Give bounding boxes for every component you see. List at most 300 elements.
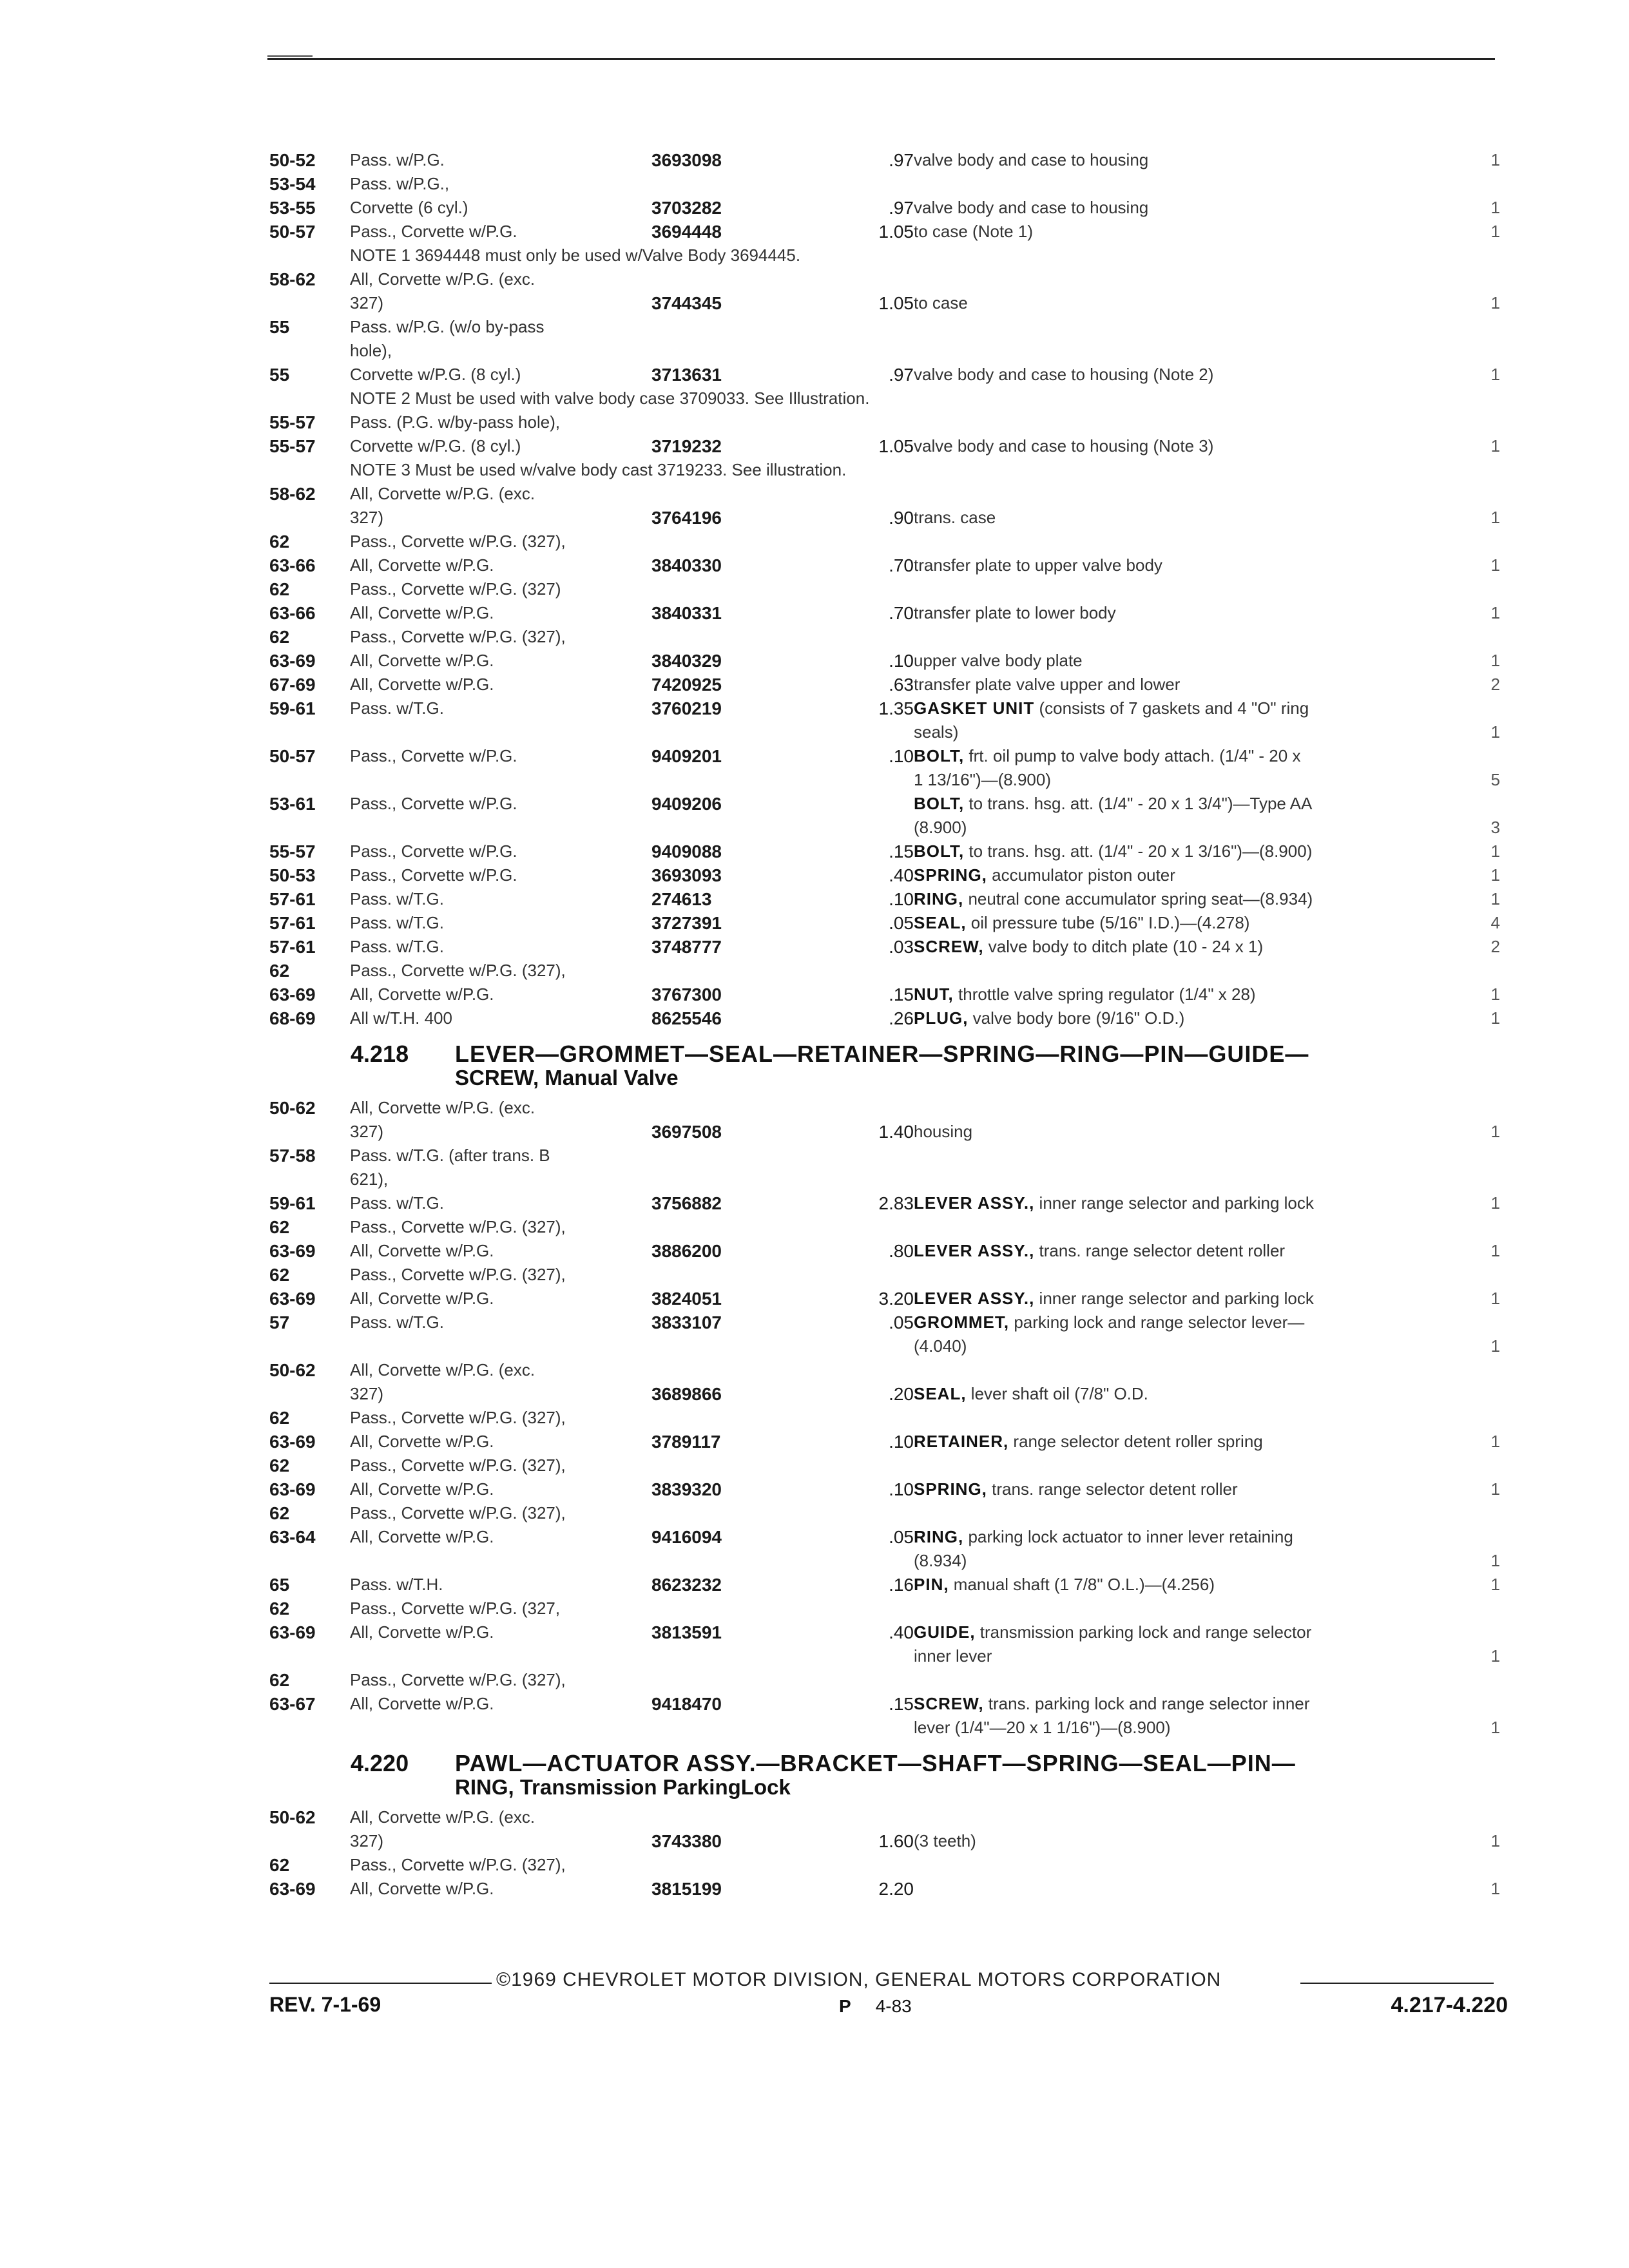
model-years: 62: [269, 1265, 290, 1285]
price: 1.05: [878, 436, 914, 456]
table-row: [269, 1829, 1500, 1853]
price: 2.83: [878, 1193, 914, 1213]
price: .10: [889, 889, 914, 909]
application: Pass., Corvette w/P.G. (327,: [350, 1599, 561, 1618]
table-row: [269, 792, 1500, 816]
description-text: trans. range selector detent roller: [987, 1479, 1238, 1499]
description: [914, 601, 1116, 625]
parts-list-4-220: [269, 1805, 1500, 1901]
table-row: [269, 768, 1500, 792]
quantity: 1: [1490, 365, 1500, 384]
description-text: to trans. hsg. att. (1/4" - 20 x 1 3/4")—Type AA: [964, 794, 1313, 813]
description-text: trans. range selector detent roller: [1034, 1241, 1286, 1260]
part-name: BOLT,: [914, 746, 965, 765]
description: [914, 1120, 972, 1144]
model-years: 63-64: [269, 1527, 316, 1547]
description: [914, 1692, 1309, 1716]
part-number: 3760219: [651, 698, 722, 718]
application: All, Corvette w/P.G. (exc.: [350, 269, 535, 289]
price: .70: [889, 555, 914, 575]
model-years: 53-54: [269, 174, 316, 194]
application: All, Corvette w/P.G.: [350, 1241, 494, 1260]
model-years: 63-69: [269, 985, 316, 1004]
model-years: 62: [269, 1855, 290, 1875]
table-row: [269, 482, 1500, 506]
application: Pass., Corvette w/P.G.: [350, 222, 517, 241]
application: Pass., Corvette w/P.G. (327): [350, 579, 561, 599]
application: Corvette (6 cyl.): [350, 198, 468, 217]
price: .63: [889, 675, 914, 695]
description: [914, 1620, 1311, 1644]
application: Corvette w/P.G. (8 cyl.): [350, 365, 521, 384]
note-text: NOTE 2 Must be used with valve body case 3709033. See Illustration.: [350, 389, 870, 408]
part-number: 3840330: [651, 555, 722, 575]
description: [914, 649, 1083, 673]
description: [914, 1644, 992, 1668]
model-years: 63-66: [269, 555, 316, 575]
price: .10: [889, 1479, 914, 1499]
part-name: SEAL,: [914, 913, 967, 932]
model-years: 63-66: [269, 603, 316, 623]
model-years: 57-61: [269, 913, 316, 933]
application: Corvette w/P.G. (8 cyl.): [350, 436, 521, 456]
table-row: [269, 244, 1500, 267]
part-name: PIN,: [914, 1575, 949, 1594]
description-text: (8.900): [914, 818, 967, 837]
application: 621),: [350, 1169, 389, 1189]
footer-rule-right: [1300, 1983, 1494, 1984]
table-row: [269, 1430, 1500, 1454]
description: [914, 1311, 1304, 1334]
application: All, Corvette w/P.G. (exc.: [350, 1098, 535, 1117]
description: [914, 196, 1148, 220]
table-row: [269, 1620, 1500, 1644]
quantity: 1: [1490, 722, 1500, 742]
quantity: 1: [1490, 1646, 1500, 1666]
price: .80: [889, 1241, 914, 1261]
description: [914, 506, 996, 530]
application: All, Corvette w/P.G.: [350, 1694, 494, 1713]
part-number: 3767300: [651, 985, 722, 1004]
description-text: trans. parking lock and range selector inner: [983, 1694, 1310, 1713]
model-years: 57-58: [269, 1146, 316, 1166]
model-years: 63-69: [269, 1289, 316, 1309]
quantity: 1: [1490, 555, 1500, 575]
quantity: 3: [1490, 818, 1500, 837]
application: All, Corvette w/P.G.: [350, 1622, 494, 1642]
description-text: parking lock actuator to inner lever retaining: [963, 1527, 1293, 1546]
table-row: [269, 1454, 1500, 1477]
part-number: 3748777: [651, 937, 722, 957]
part-number: 3693098: [651, 150, 722, 170]
table-row: [269, 148, 1500, 172]
table-row: [269, 625, 1500, 649]
description: [914, 744, 1300, 768]
quantity: 1: [1490, 889, 1500, 908]
description: [914, 673, 1180, 697]
note-text: NOTE 1 3694448 must only be used w/Valve Body 3694445.: [350, 245, 801, 265]
description-text: upper valve body plate: [914, 651, 1083, 670]
top-rule: [267, 58, 1495, 60]
application: Pass., Corvette w/P.G.: [350, 746, 517, 765]
description: [914, 1525, 1293, 1549]
model-years: 62: [269, 961, 290, 981]
description-text: valve body and case to housing: [914, 150, 1149, 169]
table-row: [269, 744, 1500, 768]
table-row: [269, 959, 1500, 983]
price: .40: [889, 1622, 914, 1642]
price: 1.60: [878, 1831, 914, 1851]
model-years: 50-57: [269, 746, 316, 766]
part-name: RING,: [914, 1527, 964, 1546]
description: [914, 1006, 1184, 1030]
part-number: 9409206: [651, 794, 722, 814]
description-text: transmission parking lock and range selector: [975, 1622, 1312, 1642]
description: [914, 792, 1312, 816]
description: [914, 1829, 976, 1853]
quantity: 1: [1490, 436, 1500, 456]
table-row: [269, 1311, 1500, 1334]
application: Pass., Corvette w/P.G. (327),: [350, 1456, 566, 1475]
note-text: NOTE 3 Must be used w/valve body cast 3719233. See illustration.: [350, 460, 847, 479]
application: Pass. w/P.G.: [350, 150, 445, 169]
table-row: [269, 1215, 1500, 1239]
application: Pass. w/T.G.: [350, 1312, 444, 1332]
part-name: PLUG,: [914, 1008, 969, 1028]
application: Pass. w/T.G. (after trans. B: [350, 1146, 550, 1165]
part-number: 3713631: [651, 365, 722, 385]
table-row: [269, 577, 1500, 601]
table-row: [269, 983, 1500, 1006]
quantity: 1: [1490, 293, 1500, 312]
model-years: 50-62: [269, 1807, 316, 1827]
quantity: 5: [1490, 770, 1500, 789]
description-text: oil pressure tube (5/16" I.D.)—(4.278): [966, 913, 1250, 932]
application: All, Corvette w/P.G.: [350, 603, 494, 622]
model-years: 63-69: [269, 1879, 316, 1899]
quantity: 2: [1490, 937, 1500, 956]
model-years: 50-57: [269, 222, 316, 242]
model-years: 55: [269, 317, 290, 337]
table-row: [269, 840, 1500, 863]
description-text: (8.934): [914, 1551, 967, 1570]
application: All, Corvette w/P.G. (exc.: [350, 1360, 535, 1379]
part-name: SCREW,: [914, 937, 984, 956]
application: Pass., Corvette w/P.G. (327),: [350, 1217, 566, 1236]
quantity: 1: [1490, 651, 1500, 670]
description-text: housing: [914, 1122, 973, 1141]
part-number: 8623232: [651, 1575, 722, 1595]
part-name: SEAL,: [914, 1384, 967, 1403]
table-row: [269, 1239, 1500, 1263]
description-text: (consists of 7 gaskets and 4 "O" ring: [1034, 698, 1309, 718]
part-number: 8625546: [651, 1008, 722, 1028]
price: .20: [889, 1384, 914, 1404]
description: [914, 1716, 1171, 1740]
table-row: [269, 1525, 1500, 1549]
price: .16: [889, 1575, 914, 1595]
model-years: 62: [269, 1217, 290, 1237]
price: 1.40: [878, 1122, 914, 1142]
page-letter: P: [839, 1996, 851, 2016]
model-years: 62: [269, 1599, 290, 1619]
part-number: 3727391: [651, 913, 722, 933]
model-years: 62: [269, 1670, 290, 1690]
part-number: 3719232: [651, 436, 722, 456]
part-number: 3840329: [651, 651, 722, 671]
part-number: 3813591: [651, 1622, 722, 1642]
part-name: SPRING,: [914, 1479, 987, 1499]
application: Pass. w/T.G.: [350, 913, 444, 932]
table-row: [269, 410, 1500, 434]
model-years: 63-67: [269, 1694, 316, 1714]
description-text: throttle valve spring regulator (1/4" x 28): [953, 985, 1256, 1004]
description-text: 1 13/16")—(8.900): [914, 770, 1052, 789]
description-text: inner lever: [914, 1646, 992, 1666]
model-years: 63-69: [269, 1432, 316, 1452]
quantity: 1: [1490, 841, 1500, 861]
price: .97: [889, 150, 914, 170]
model-years: 63-69: [269, 1479, 316, 1499]
description: [914, 911, 1249, 935]
model-years: 55-57: [269, 436, 316, 456]
application: Pass. w/T.H.: [350, 1575, 443, 1594]
table-row: [269, 1597, 1500, 1620]
model-years: 59-61: [269, 1193, 316, 1213]
table-row: [269, 1287, 1500, 1311]
description: [914, 1430, 1263, 1454]
description: [914, 816, 967, 840]
section-title-line1: PAWL—ACTUATOR ASSY.—BRACKET—SHAFT—SPRING—SEAL—PIN—: [455, 1750, 1296, 1776]
top-rule-stub: [267, 55, 313, 57]
table-row: [269, 553, 1500, 577]
part-number: 3693093: [651, 865, 722, 885]
description-text: frt. oil pump to valve body attach. (1/4" - 20 x: [964, 746, 1301, 765]
section-title-line2: RING, Transmission ParkingLock: [455, 1775, 791, 1799]
table-row: [269, 1144, 1500, 1168]
model-years: 63-69: [269, 651, 316, 671]
page-number-value: 4-83: [875, 1996, 912, 2016]
table-row: [269, 935, 1500, 959]
price: 1.05: [878, 222, 914, 242]
description: [914, 1549, 967, 1573]
application: Pass., Corvette w/P.G. (327),: [350, 1670, 566, 1689]
description: [914, 935, 1263, 959]
table-row: [269, 720, 1500, 744]
price: .05: [889, 913, 914, 933]
description: [914, 887, 1313, 911]
model-years: 50-62: [269, 1098, 316, 1118]
part-name: NUT,: [914, 985, 954, 1004]
application: Pass., Corvette w/P.G.: [350, 841, 517, 861]
table-row: [269, 172, 1500, 196]
quantity: 1: [1490, 1551, 1500, 1570]
model-years: 68-69: [269, 1008, 316, 1028]
model-years: 62: [269, 1456, 290, 1475]
part-number: 7420925: [651, 675, 722, 695]
application: Pass., Corvette w/P.G.: [350, 794, 517, 813]
table-row: [269, 1120, 1500, 1144]
price: .97: [889, 198, 914, 218]
description: [914, 697, 1309, 720]
application: 327): [350, 1122, 384, 1141]
price: 2.20: [878, 1879, 914, 1899]
table-row: [269, 1805, 1500, 1829]
description-text: (3 teeth): [914, 1831, 976, 1850]
table-row: [269, 911, 1500, 935]
price: .90: [889, 508, 914, 528]
price: .70: [889, 603, 914, 623]
application: All, Corvette w/P.G.: [350, 1479, 494, 1499]
application: All, Corvette w/P.G.: [350, 1527, 494, 1546]
quantity: 2: [1490, 675, 1500, 694]
model-years: 57-61: [269, 889, 316, 909]
description-text: parking lock and range selector lever—: [1009, 1312, 1305, 1332]
quantity: 1: [1490, 1575, 1500, 1594]
model-years: 57: [269, 1312, 290, 1332]
application: Pass. w/T.G.: [350, 1193, 444, 1213]
model-years: 62: [269, 1408, 290, 1428]
part-name: GASKET UNIT: [914, 698, 1035, 718]
model-years: 53-61: [269, 794, 316, 814]
revision-date: REV. 7-1-69: [269, 1993, 381, 2016]
description: [914, 840, 1312, 863]
table-row: [269, 1853, 1500, 1877]
description-text: transfer plate valve upper and lower: [914, 675, 1181, 694]
quantity: 1: [1490, 985, 1500, 1004]
model-years: 63-69: [269, 1241, 316, 1261]
description-text: valve body to ditch plate (10 - 24 x 1): [983, 937, 1264, 956]
description-text: transfer plate to lower body: [914, 603, 1116, 622]
description-text: neutral cone accumulator spring seat—(8.934): [963, 889, 1313, 908]
model-years: 50-53: [269, 865, 316, 885]
table-row: [269, 1334, 1500, 1358]
price: 1.35: [878, 698, 914, 718]
price: .40: [889, 865, 914, 885]
application: All, Corvette w/P.G.: [350, 1879, 494, 1898]
description: [914, 220, 1033, 244]
part-number: 9409201: [651, 746, 722, 766]
section-number: 4.220: [351, 1750, 409, 1776]
part-number: 3839320: [651, 1479, 722, 1499]
description-text: manual shaft (1 7/8" O.L.)—(4.256): [949, 1575, 1215, 1594]
quantity: 1: [1490, 1831, 1500, 1850]
application: Pass. w/T.G.: [350, 937, 444, 956]
part-name: BOLT,: [914, 794, 965, 813]
section-title-line1: LEVER—GROMMET—SEAL—RETAINER—SPRING—RING—PIN—GUIDE—: [455, 1041, 1309, 1067]
description-text: valve body and case to housing (Note 3): [914, 436, 1214, 456]
application: 327): [350, 293, 384, 312]
application: Pass. w/P.G. (w/o by-pass: [350, 317, 545, 336]
description-text: inner range selector and parking lock: [1034, 1193, 1314, 1213]
application: All, Corvette w/P.G.: [350, 1432, 494, 1451]
description: [914, 1287, 1314, 1311]
description-text: inner range selector and parking lock: [1034, 1289, 1314, 1308]
part-name: LEVER ASSY.,: [914, 1241, 1035, 1260]
application: All, Corvette w/P.G.: [350, 651, 494, 670]
application: Pass., Corvette w/P.G. (327),: [350, 1503, 566, 1523]
quantity: 1: [1490, 1479, 1500, 1499]
table-row: [269, 434, 1500, 458]
price: .05: [889, 1312, 914, 1332]
model-years: 58-62: [269, 484, 316, 504]
description: [914, 768, 1051, 792]
table-row: [269, 1644, 1500, 1668]
quantity: 1: [1490, 1122, 1500, 1141]
quantity: 1: [1490, 1289, 1500, 1308]
part-number: 3824051: [651, 1289, 722, 1309]
table-row: [269, 1358, 1500, 1382]
price: .10: [889, 746, 914, 766]
table-row: [269, 1668, 1500, 1692]
table-row: [269, 363, 1500, 387]
part-name: GUIDE,: [914, 1622, 976, 1642]
part-number: 3756882: [651, 1193, 722, 1213]
group-range: 4.217-4.220: [1391, 1993, 1508, 2017]
parts-list-4-217: [269, 148, 1500, 1030]
application: Pass., Corvette w/P.G.: [350, 865, 517, 885]
model-years: 62: [269, 579, 290, 599]
model-years: 58-62: [269, 269, 316, 289]
section-header-4-218: [269, 1042, 1500, 1090]
price: .15: [889, 1694, 914, 1714]
section-title-line2: SCREW, Manual Valve: [455, 1066, 679, 1090]
model-years: 55: [269, 365, 290, 385]
part-number: 3833107: [651, 1312, 722, 1332]
description: [914, 553, 1162, 577]
description: [914, 983, 1256, 1006]
application: Pass. w/T.G.: [350, 889, 444, 908]
quantity: 1: [1490, 222, 1500, 241]
description: [914, 1477, 1238, 1501]
price: .10: [889, 1432, 914, 1452]
application: All, Corvette w/P.G.: [350, 675, 494, 694]
part-number: 274613: [651, 889, 712, 909]
table-row: [269, 387, 1500, 410]
table-row: [269, 1191, 1500, 1215]
description-text: to trans. hsg. att. (1/4" - 20 x 1 3/16")—(8.900): [964, 841, 1313, 861]
table-row: [269, 1168, 1500, 1191]
price: 1.05: [878, 293, 914, 313]
price: .05: [889, 1527, 914, 1547]
description-text: lever shaft oil (7/8" O.D.: [966, 1384, 1148, 1403]
part-number: 3744345: [651, 293, 722, 313]
quantity: 1: [1490, 603, 1500, 622]
application: Pass. w/P.G.,: [350, 174, 450, 193]
table-row: [269, 1549, 1500, 1573]
table-row: [269, 1501, 1500, 1525]
model-years: 65: [269, 1575, 290, 1595]
description: [914, 720, 958, 744]
description: [914, 1382, 1148, 1406]
price: .26: [889, 1008, 914, 1028]
part-number: 3840331: [651, 603, 722, 623]
model-years: 63-69: [269, 1622, 316, 1642]
model-years: 67-69: [269, 675, 316, 695]
application: All, Corvette w/P.G. (exc.: [350, 1807, 535, 1827]
part-number: 3789117: [651, 1432, 721, 1452]
quantity: 1: [1490, 1193, 1500, 1213]
table-row: [269, 1716, 1500, 1740]
description-text: valve body and case to housing: [914, 198, 1149, 217]
part-name: BOLT,: [914, 841, 965, 861]
table-row: [269, 697, 1500, 720]
model-years: 55-57: [269, 841, 316, 861]
model-years: 50-62: [269, 1360, 316, 1380]
part-name: LEVER ASSY.,: [914, 1289, 1035, 1308]
description-text: to case (Note 1): [914, 222, 1033, 241]
quantity: 1: [1490, 198, 1500, 217]
